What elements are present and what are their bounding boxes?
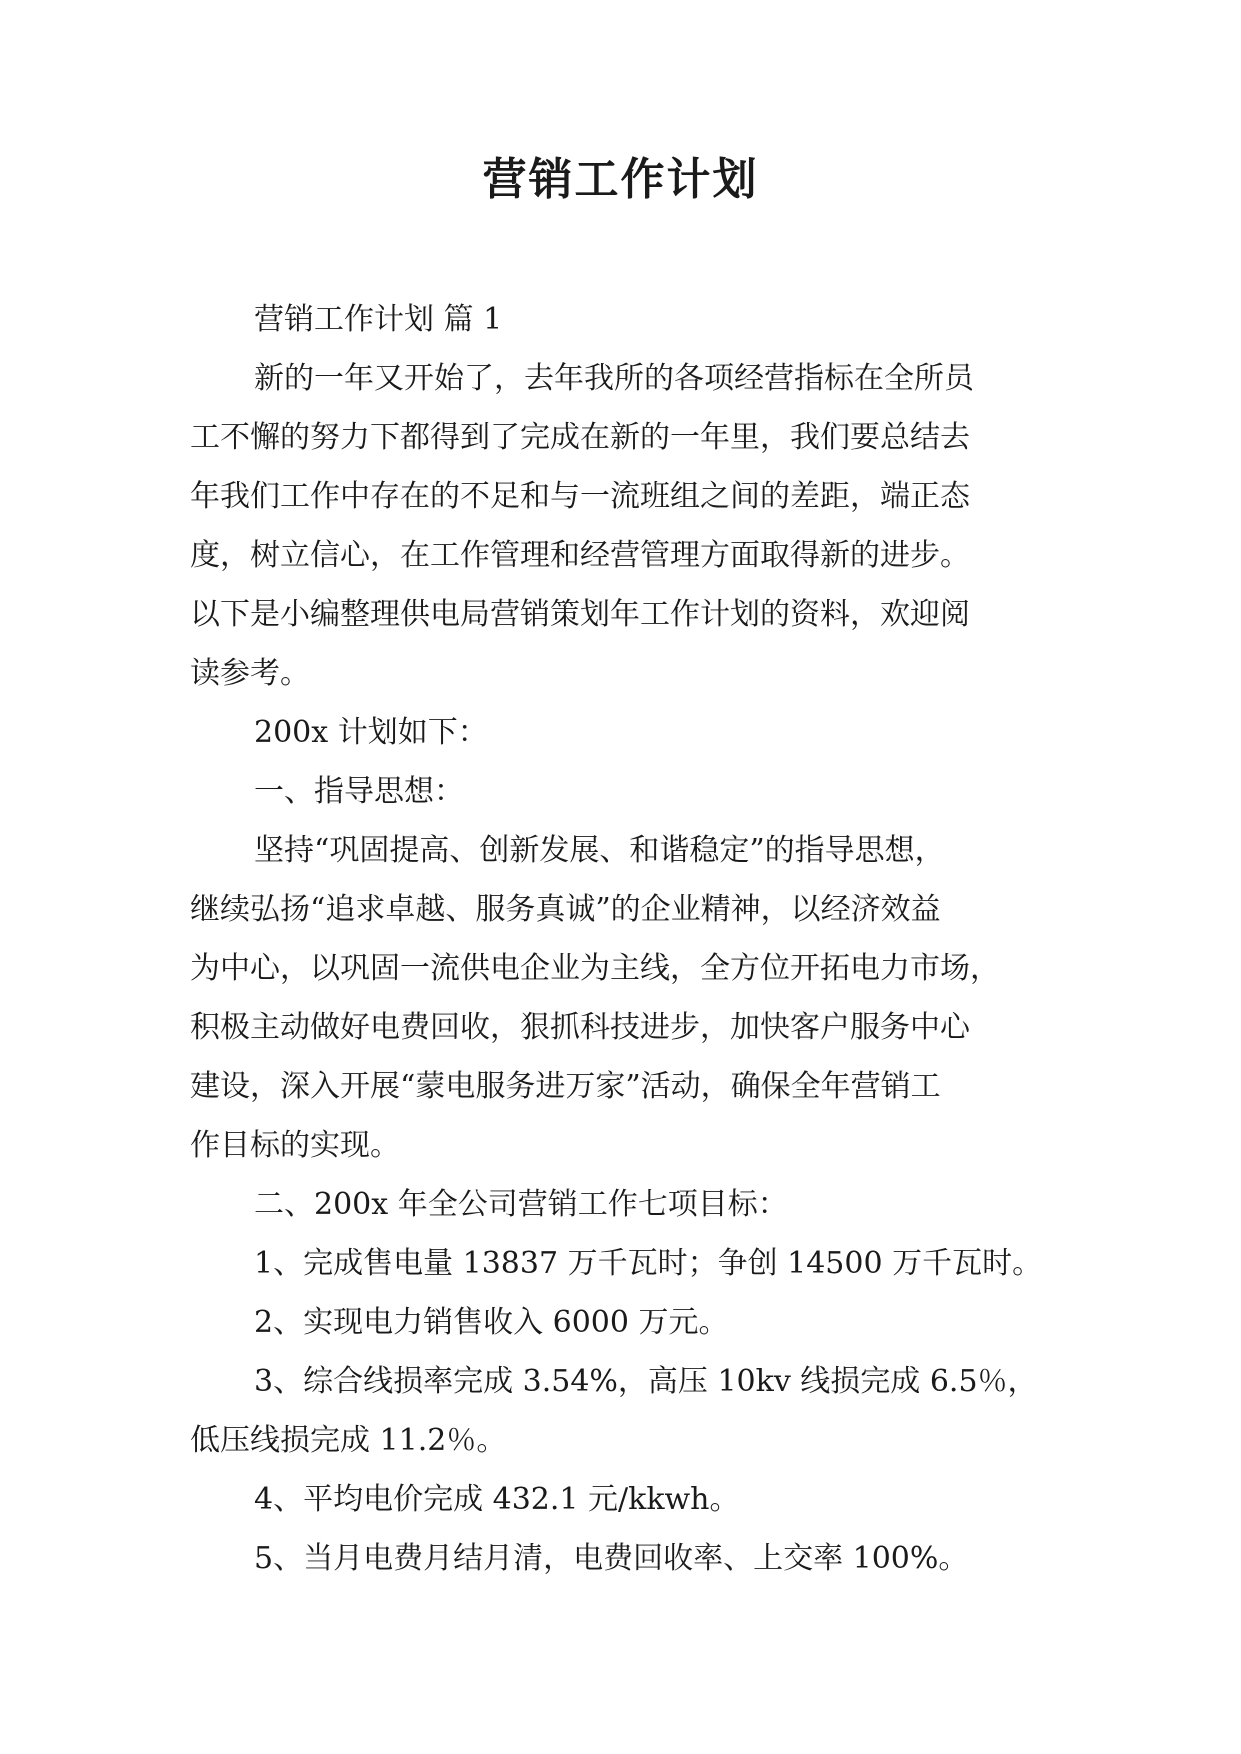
list-item [190, 1529, 1070, 1588]
text-line: 建设，深入开展“蒙电服务进万家”活动，确保全年营销工 [190, 1069, 941, 1104]
text-line: 工不懈的努力下都得到了完成在新的一年里，我们要总结去 [190, 420, 970, 455]
text-line: 低压线损完成 11.2％。 [190, 1423, 507, 1458]
list-item [190, 1293, 1070, 1352]
text-line: 1、完成售电量 13837 万千瓦时；争创 14500 万千瓦时。 [254, 1246, 1043, 1281]
subsection-heading [190, 762, 1070, 821]
text-line: 年我们工作中存在的不足和与一流班组之间的差距，端正态 [190, 479, 970, 514]
text-line: 新的一年又开始了，去年我所的各项经营指标在全所员 [254, 361, 974, 396]
text-line: 为中心，以巩固一流供电企业为主线，全方位开拓电力市场， [190, 951, 1000, 986]
text-line: 以下是小编整理供电局营销策划年工作计划的资料，欢迎阅 [190, 597, 970, 632]
text-line: 读参考。 [190, 656, 310, 691]
text-line: 2、实现电力销售收入 6000 万元。 [254, 1305, 729, 1340]
intro-paragraph [190, 349, 1070, 703]
list-item [190, 1352, 1070, 1470]
guideline-paragraph [190, 821, 1070, 1175]
section-heading [190, 290, 1070, 349]
list-item [190, 1234, 1070, 1293]
text-line: 继续弘扬“追求卓越、服务真诚”的企业精神，以经济效益 [190, 892, 941, 927]
text-line: 200x 计划如下： [254, 715, 488, 750]
document-title: 营销工作计划 [482, 154, 759, 205]
text-line: 营销工作计划 篇 1 [254, 302, 503, 337]
text-line: 3、综合线损率完成 3.54%，高压 10kv 线损完成 6.5％， [254, 1364, 1038, 1399]
text-line: 一、指导思想： [254, 774, 464, 809]
text-line: 作目标的实现。 [190, 1128, 400, 1163]
document-body [190, 290, 1070, 1588]
text-line: 度，树立信心，在工作管理和经营管理方面取得新的进步。 [190, 538, 970, 573]
text-line: 二、200x 年全公司营销工作七项目标： [254, 1187, 788, 1222]
plan-intro [190, 703, 1070, 762]
list-item [190, 1470, 1070, 1529]
text-line: 坚持“巩固提高、创新发展、和谐稳定”的指导思想， [254, 833, 945, 868]
text-line: 积极主动做好电费回收，狠抓科技进步，加快客户服务中心 [190, 1010, 970, 1045]
text-line: 5、当月电费月结月清，电费回收率、上交率 100%。 [254, 1541, 969, 1576]
text-line: 4、平均电价完成 432.1 元/kkwh。 [254, 1482, 740, 1517]
subsection-heading [190, 1175, 1070, 1234]
